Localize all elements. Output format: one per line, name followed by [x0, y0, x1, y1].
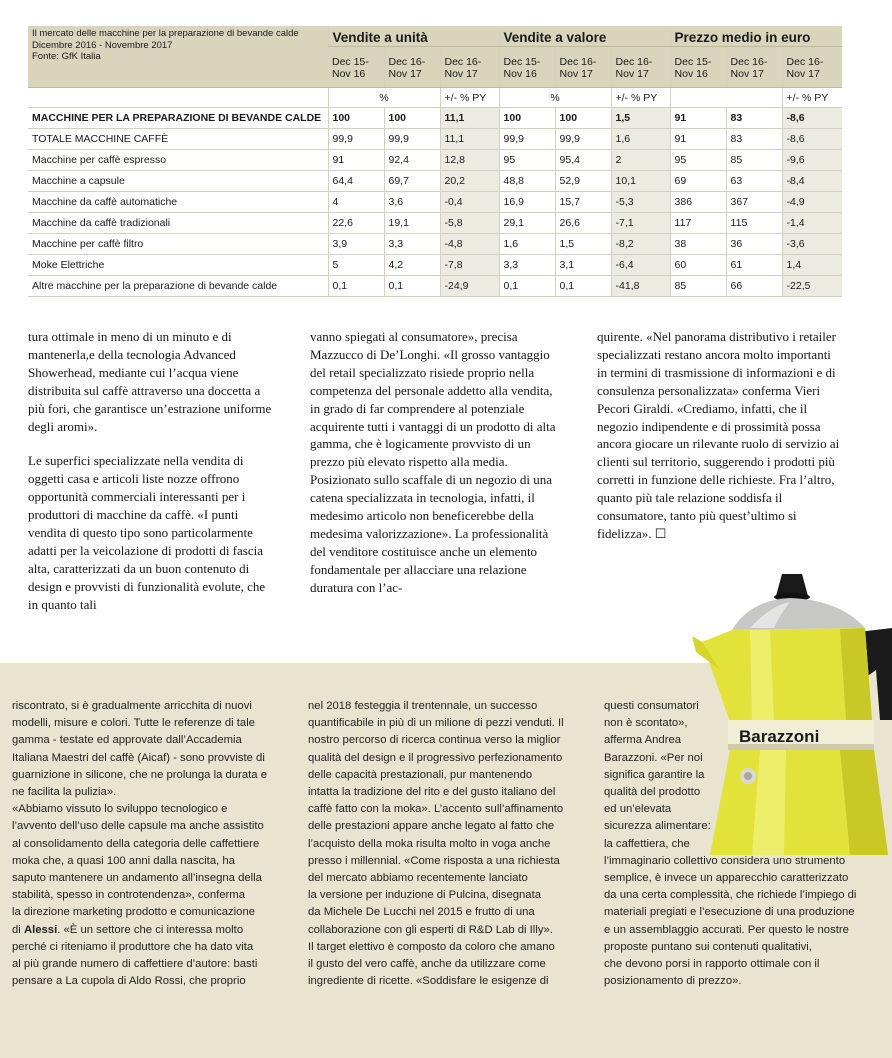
sidebar-text-line: da Michele De Lucchi nel 2015 e frutto di una [308, 906, 535, 919]
row-label: Macchine per caffè espresso [28, 150, 328, 171]
sidebar-text-line: significa garantire la [604, 768, 705, 781]
period-header: Dec 16- Nov 17 [611, 47, 670, 88]
table-cell: 29,1 [499, 213, 555, 234]
table-row [28, 255, 842, 276]
table-source: Fonte: GfK Italia [32, 51, 101, 62]
table-cell: -5,8 [440, 213, 499, 234]
period-header: Dec 15- Nov 16 [499, 47, 555, 88]
table-cell: 95 [670, 150, 726, 171]
table-cell: 11,1 [440, 108, 499, 129]
table-cell: 95 [499, 150, 555, 171]
sidebar-text-line: nostro percorso di ricerca continua verso la miglior [308, 734, 561, 747]
table-cell: 3,1 [555, 255, 611, 276]
table-cell: 16,9 [499, 192, 555, 213]
table-cell: 99,9 [384, 129, 440, 150]
sidebar-text-line: moka che, a quasi 100 anni dalla nascita, ha [12, 854, 235, 867]
table-cell: 92,4 [384, 150, 440, 171]
table-cell: -7,1 [611, 213, 670, 234]
sidebar-text-line: semplice, è invece un apparecchio caratterizzato [604, 872, 849, 885]
table-cell: 5 [328, 255, 384, 276]
table-cell: 52,9 [555, 171, 611, 192]
sidebar-text-line: qualità del prodotto [604, 786, 701, 799]
table-cell: 100 [328, 108, 384, 129]
table-cell: -8,2 [611, 234, 670, 255]
sidebar-text-line: presso i millennial. «Come risposta a una richiesta [308, 854, 560, 867]
table-cell: 22,6 [328, 213, 384, 234]
article-column-2 [310, 328, 558, 614]
table-cell: 69 [670, 171, 726, 192]
table-cell: -7,8 [440, 255, 499, 276]
table-cell: 99,9 [499, 129, 555, 150]
table-cell: -5,3 [611, 192, 670, 213]
table-cell: 91 [328, 150, 384, 171]
table-cell: 95,4 [555, 150, 611, 171]
sidebar-text-line: proposte puntano sui contenuti qualitativi, [604, 940, 812, 953]
table-cell: -8,4 [782, 171, 842, 192]
unit-row [28, 88, 842, 108]
sidebar-text-line: l’immaginario collettivo considera uno strumento [604, 854, 846, 867]
sidebar-text-line: che devono porsi in rapporto ottimale con il [604, 958, 820, 971]
unit-py: +/- % PY [611, 88, 670, 108]
table-row [28, 129, 842, 150]
table-cell: -24,9 [440, 276, 499, 297]
table-cell: -9,6 [782, 150, 842, 171]
table-cell: 100 [384, 108, 440, 129]
row-label: Macchine da caffè automatiche [28, 192, 328, 213]
table-cell: 99,9 [328, 129, 384, 150]
table-cell: 3,6 [384, 192, 440, 213]
table-title-line: Dicembre 2016 - Novembre 2017 [32, 39, 173, 51]
table-cell: 2 [611, 150, 670, 171]
row-label: TOTALE MACCHINE CAFFÈ [28, 129, 328, 150]
table-cell: -41,8 [611, 276, 670, 297]
table-row [28, 276, 842, 297]
sidebar-text-line: caffè fatto con la moka». L’accento sull’affinamento [308, 803, 564, 816]
unit-py: +/- % PY [440, 88, 499, 108]
table-cell: 0,1 [384, 276, 440, 297]
table-cell: -0,4 [440, 192, 499, 213]
table-cell: 1,6 [499, 234, 555, 255]
unit-percent: % [328, 88, 440, 108]
table-cell: -3,6 [782, 234, 842, 255]
sidebar-text-line: Il target elettivo è composto da coloro che amano [308, 940, 555, 953]
table-cell: 0,1 [328, 276, 384, 297]
table-cell: -8,6 [782, 108, 842, 129]
table-cell: 91 [670, 108, 726, 129]
table-row [28, 234, 842, 255]
article-paragraph: vanno spiegati al consumatore», precisa Mazzucco di De’Longhi. «Il grosso vantaggio del retail specializzato risiede proprio nella competenza del personale addetto alla vendita, in grado di far comprendere al potenziale acquirente tutti i vantaggi di un prodotto di alta gamma, che è logicamente provvisto di un prezzo più elevato rispetto alla media. Posizionato sullo scaffale di un negozio di una catena specializzata in tecnologia, infatti, il medesimo articolo non beneficerebbe della medesima valorizzazione». La professionalità del venditore costituisce anche un elemento fondamentale per allacciare una relazione duratura con l’ac- [310, 329, 556, 595]
table-cell: 367 [726, 192, 782, 213]
table-row [28, 108, 842, 129]
table-row [28, 192, 842, 213]
row-label: Macchine per caffè filtro [28, 234, 328, 255]
table-cell: 83 [726, 129, 782, 150]
unit-py: +/- % PY [782, 88, 842, 108]
table-cell: 19,1 [384, 213, 440, 234]
sidebar-text-line: sicurezza alimentare: [604, 820, 711, 833]
table-cell: 61 [726, 255, 782, 276]
table-cell: 3,9 [328, 234, 384, 255]
sidebar-text-line: quantificabile in più di un milione di pezzi venduti. Il [308, 717, 564, 730]
article-paragraph: quirente. «Nel panorama distributivo i retailer specializzati restano ancora molto importanti in termini di trasmissione di informazioni e di consulenza personalizzata» conferma Vieri Pecori Giraldi. «Crediamo, infatti, che il negozio indipendente e di prossimità possa ancora giocare un rilevante ruolo di servizio ai clienti sul territorio, suggerendo i prodotti più corretti in funzione delle richieste. Fra l’altro, quanto più tale relazione soddisfa il consumatore, tanto più quest’ultimo si fidelizza». ☐ [597, 329, 840, 541]
sidebar-text-line: al consolidamento della categoria delle caffettiere [12, 837, 260, 850]
sidebar-text-line: pensare a La cupola di Aldo Rossi, che proprio [12, 975, 246, 988]
moka-knob [776, 574, 808, 596]
sidebar-text-line: Barazzoni. «Per noi [604, 751, 703, 764]
sidebar-text-line: il gusto del vero caffè, anche da utilizzare come [308, 958, 546, 971]
table-cell: 12,8 [440, 150, 499, 171]
sidebar-text-line: collaborazione con gli esperti di R&D Lab di Illy». [308, 923, 553, 936]
moka-lid [732, 598, 865, 630]
sidebar-text-line: Italiana Maestri del caffè (Aicaf) - sono provviste di [12, 751, 265, 764]
table-cell: 0,1 [555, 276, 611, 297]
sidebar-text-line: saputo mantenere un andamento all’insegna della [12, 872, 262, 885]
table-cell: -1,4 [782, 213, 842, 234]
table-cell: 60 [670, 255, 726, 276]
table-cell: 36 [726, 234, 782, 255]
sidebar-text-line: nel 2018 festeggia il trentennale, un successo [308, 700, 538, 712]
table-cell: 63 [726, 171, 782, 192]
sidebar-text-line: stabilità, spesso in controtendenza», conferma [12, 889, 245, 902]
sidebar-text-line: non è scontato», [604, 717, 688, 730]
table-cell: 100 [555, 108, 611, 129]
table-cell: 15,7 [555, 192, 611, 213]
sidebar-text-line: ingrediente di ricette. «Soddisfare le esigenze di [308, 975, 549, 988]
table-cell: 4 [328, 192, 384, 213]
period-header: Dec 15- Nov 16 [670, 47, 726, 88]
sidebar-text-line: delle capacità prestazionali, pur mantenendo [308, 768, 533, 781]
table-cell: 0,1 [499, 276, 555, 297]
sidebar-text-line: intatta la tradizione del rito e del gusto italiano del [308, 786, 556, 799]
sidebar-text-line: l’acquisto della moka risulta molto in voga anche [308, 837, 551, 850]
sidebar-text-line: guarnizione in silicone, che ne prolunga la durata e [12, 768, 267, 781]
table-cell: 117 [670, 213, 726, 234]
table-cell: 1,6 [611, 129, 670, 150]
row-label: Macchine da caffè tradizionali [28, 213, 328, 234]
sidebar-text-line: la versione per induzione di Pulcina, disegnata [308, 889, 541, 902]
sidebar-text-line: «Abbiamo vissuto lo sviluppo tecnologico e [12, 803, 228, 816]
table-cell: -4,8 [440, 234, 499, 255]
row-label: Moke Elettriche [28, 255, 328, 276]
row-label: Macchine a capsule [28, 171, 328, 192]
sidebar-text-line: modelli, misure e colori. Tutte le referenze di tale [12, 717, 255, 730]
table-row [28, 213, 842, 234]
article-column-1 [28, 328, 276, 631]
row-label: MACCHINE PER LA PREPARAZIONE DI BEVANDE CALDE [28, 108, 328, 129]
sidebar-text-line: qualità del design e il progressivo perfezionamento [308, 751, 563, 764]
sidebar-text-line: e un assemblaggio accurati. Per questo le nostre [604, 923, 849, 936]
market-table [28, 26, 842, 297]
sidebar-text-line: al più grande numero di caffettiere d’autore: basti [12, 958, 258, 971]
table-cell: 48,8 [499, 171, 555, 192]
table-cell: 85 [726, 150, 782, 171]
sidebar-text-line: da una certa complessità, che richiede l’impiego di [604, 889, 857, 902]
table-cell: 11,1 [440, 129, 499, 150]
sidebar-text-line: di Alessi. «È un settore che ci interessa molto [12, 923, 244, 936]
period-header: Dec 16- Nov 17 [555, 47, 611, 88]
sidebar-text-line: perché ci riteniamo il produttore che ha dato vita [12, 940, 254, 953]
table-cell: 10,1 [611, 171, 670, 192]
sidebar-text-line: del mercato abbiamo recentemente lanciato [308, 872, 528, 885]
period-header: Dec 15- Nov 16 [328, 47, 384, 88]
table-row [28, 150, 842, 171]
table-cell: 99,9 [555, 129, 611, 150]
sidebar-text-line: delle prestazioni appare anche legato al fatto che [308, 820, 555, 833]
period-header: Dec 16- Nov 17 [440, 47, 499, 88]
table-cell: 91 [670, 129, 726, 150]
sidebar-text-line: gamma - testate ed approvate dall’Accademia [12, 734, 242, 747]
sidebar-column-2 [308, 698, 578, 990]
moka-upper-facet [750, 630, 774, 721]
article-paragraph: Le superfici specializzate nella vendita di oggetti casa e articoli liste nozze offrono opportunità commerciali interessanti per i produttori di macchine da caffè. «I punti vendita di questo tipo sono particolarmente adatti per la veicolazione di prodotti di fascia alta, caratterizzati da un buon contenuto di design e provvisti di funzionalità evolute, che in quanto tali [28, 453, 266, 612]
period-header: Dec 16- Nov 17 [782, 47, 842, 88]
table-cell: -6,4 [611, 255, 670, 276]
sidebar-text-line: la caffettiera, che [604, 837, 690, 850]
table-title [28, 26, 328, 88]
table-cell: 1,4 [782, 255, 842, 276]
table-cell: 64,4 [328, 171, 384, 192]
table-cell: 3,3 [499, 255, 555, 276]
period-header: Dec 16- Nov 17 [726, 47, 782, 88]
table-cell: 1,5 [555, 234, 611, 255]
table-cell: 26,6 [555, 213, 611, 234]
sidebar-column-1 [12, 698, 280, 990]
sidebar-text-line: afferma Andrea [604, 734, 682, 747]
sidebar-text-line: riscontrato, si è gradualmente arricchita di nuovi [12, 700, 252, 712]
table-cell: -22,5 [782, 276, 842, 297]
period-header: Dec 16- Nov 17 [384, 47, 440, 88]
sidebar-text-line: la direzione marketing prodotto e comunicazione [12, 906, 256, 919]
group-header-price: Prezzo medio in euro [670, 26, 842, 47]
table-cell: 85 [670, 276, 726, 297]
moka-brand-label: Barazzoni [739, 727, 820, 746]
sidebar-text-line: ne facilita la pulizia». [12, 786, 117, 799]
table-cell: 83 [726, 108, 782, 129]
unit-percent: % [499, 88, 611, 108]
table-row [28, 171, 842, 192]
table-cell: 1,5 [611, 108, 670, 129]
brand-name-bold: Alessi [23, 923, 58, 936]
table-cell: 66 [726, 276, 782, 297]
sidebar-text-line: posizionamento di prezzo». [604, 975, 742, 988]
table-cell: -4,9 [782, 192, 842, 213]
moka-pot-illustration [690, 570, 892, 855]
row-label: Altre macchine per la preparazione di bevande calde [28, 276, 328, 297]
table-cell: 4,2 [384, 255, 440, 276]
sidebar-text-line: questi consumatori [604, 700, 699, 712]
table-cell: 115 [726, 213, 782, 234]
sidebar-text-line: ed un’elevata [604, 803, 672, 816]
table-cell: 100 [499, 108, 555, 129]
sidebar-text-line: l’avvento dell’uso delle capsule ma anche assistito [12, 820, 264, 833]
table-cell: -8,6 [782, 129, 842, 150]
table-cell: 3,3 [384, 234, 440, 255]
article-column-3 [597, 328, 843, 560]
table-cell: 69,7 [384, 171, 440, 192]
group-header-value: Vendite a valore [499, 26, 670, 47]
article-paragraph: tura ottimale in meno di un minuto e di mantenerla,e della tecnologia Advanced Showerhead, mediante cui l’acqua viene distribuita sul caffè attraverso una doccetta a più fori, che garantisce un’estrazione uniforme degli aromi». [28, 329, 272, 434]
table-cell: 386 [670, 192, 726, 213]
table-cell: 38 [670, 234, 726, 255]
group-header-units: Vendite a unità [328, 26, 499, 47]
table-cell: 20,2 [440, 171, 499, 192]
sidebar-text-line: materiali pregiati e l’esecuzione di una produzione [604, 906, 855, 919]
table-title-line: Il mercato delle macchine per la preparazione di bevande calde [32, 28, 299, 39]
